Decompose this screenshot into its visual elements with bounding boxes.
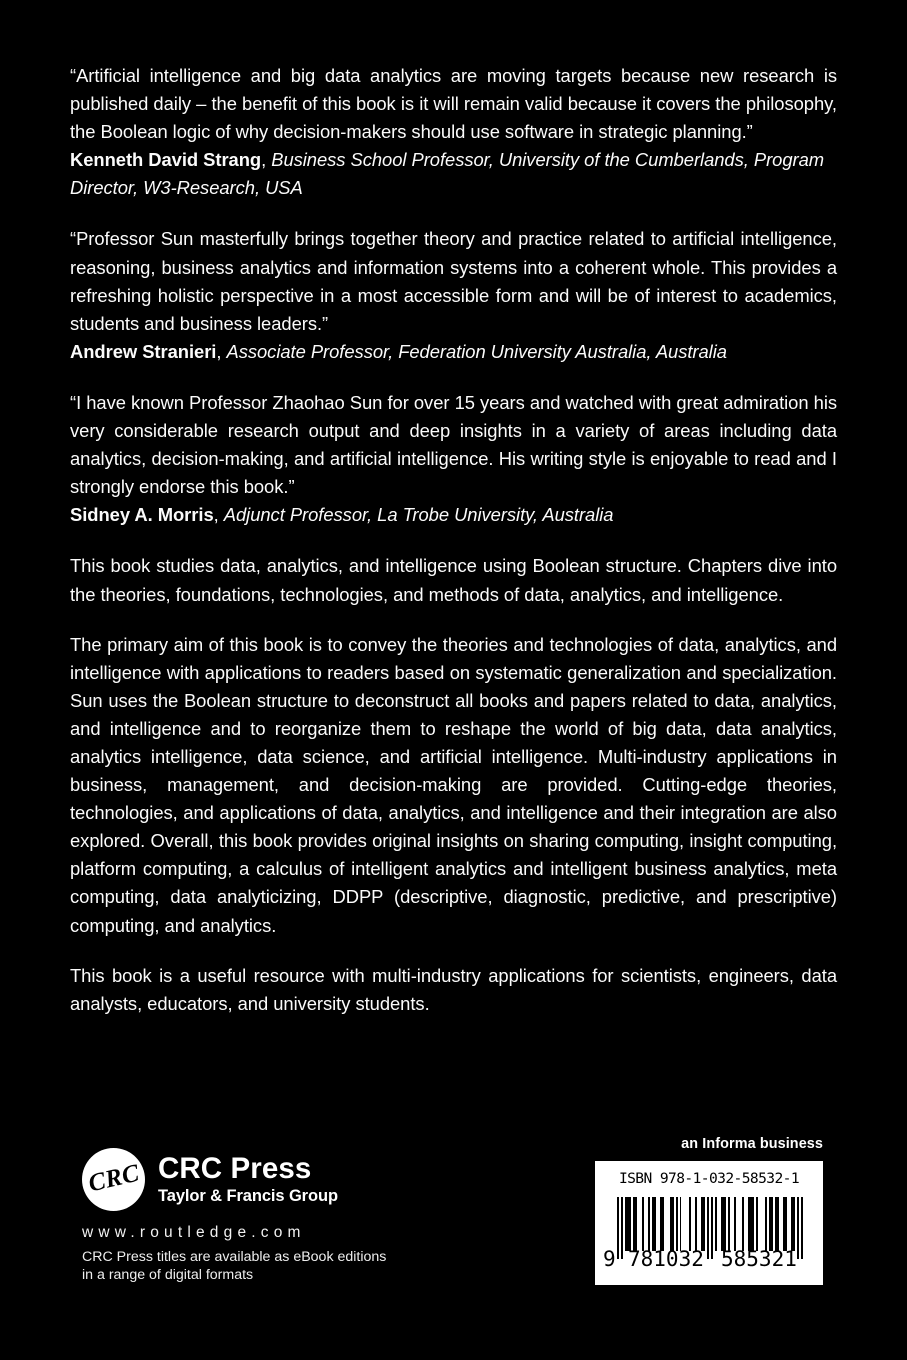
informa-business-label: an Informa business [681, 1136, 823, 1152]
blurb-attribution-1 [70, 146, 837, 202]
description-paragraph-2: The primary aim of this book is to convey the theories and technologies of data, analytics, and intelligence with applications to readers based on systematic generalization and specialization. Sun uses the Boolean structure to deconstruct all books and papers related to data, analytics, and intelligence and to reorganize them to reshape the world of big data, data analytics, analytics intelligence, data science, and artificial intelligence. Multi-industry applications in business, management, and decision-making are provided. Cutting-edge theories, technologies, and applications of data, analytics, and intelligence and their integration are also explored. Overall, this book provides original insights on sharing computing, insight computing, platform computing, a calculus of intelligent analytics and intelligent business analytics, meta computing, data analyticizing, DDPP (descriptive, diagnostic, predictive, and prescriptive) computing, and analytics. [70, 633, 837, 936]
blurb-separator-2: , [216, 340, 227, 362]
crc-press-logo [82, 1146, 386, 1212]
isbn-barcode [595, 1161, 823, 1285]
cover-text-column [70, 62, 837, 1018]
barcode-digit-lead: 9 [603, 1247, 616, 1271]
publisher-wordmark [158, 1153, 338, 1206]
blurb-quote-1 [70, 62, 837, 202]
blurb-person-1: Kenneth David Strang [70, 149, 262, 171]
blurb-role-3: Adjunct Professor, La Trobe University, Australia [223, 504, 614, 526]
blurb-quote-2 [70, 225, 837, 365]
blurb-person-3: Sidney A. Morris [70, 504, 214, 526]
barcode-digit-group-2: 585321 [721, 1247, 797, 1271]
blurb-quote-text-1: “Artificial intelligence and big data analytics are moving targets because new research is published daily – the benefit of this book is it will remain valid because it covers the philosophy, the Boolean logic of why decision-makers should use software in strategic planning.” [70, 65, 837, 143]
blurb-separator-3: , [213, 504, 224, 526]
ebook-note-line-2: in a range of digital formats [82, 1266, 254, 1283]
blurb-quote-text-3: “I have known Professor Zhaohao Sun for over 15 years and watched with great admiration his very considerable research output and deep insights in a variety of areas including data analytics, decision-making, and artificial intelligence. His writing style is enjoyable to read and I strongly endorse this book.” [70, 391, 837, 498]
description-paragraph-1: This book studies data, analytics, and intelligence using Boolean structure. Chapters dive into the theories, foundations, technologies, and methods of data, analytics, and intelligence. [70, 555, 837, 605]
ebook-availability-note [82, 1249, 386, 1284]
blurb-attribution-3 [70, 501, 837, 529]
description-paragraph-3: This book is a useful resource with multi-industry applications for scientists, engineers, data analysts, educators, and university students. [70, 964, 837, 1014]
blurb-quote-text-2: “Professor Sun masterfully brings together theory and practice related to artificial intelligence, reasoning, business analytics and information systems into a coherent whole. This provides a refreshing holistic perspective in a most accessible form and will be of interest to academics, students and business leaders.” [70, 228, 837, 334]
barcode-digit-group-1: 781032 [628, 1247, 704, 1271]
isbn-text: ISBN 978-1-032-58532-1 [618, 1170, 800, 1187]
cover-footer [0, 1128, 907, 1308]
publisher-name: CRC Press [158, 1151, 312, 1185]
publisher-website: www.routledge.com [82, 1224, 306, 1241]
blurb-role-1: Business School Professor, University of the Cumberlands, Program Director, W3-Research, USA [70, 149, 825, 199]
blurb-attribution-2 [70, 338, 837, 366]
blurb-role-2: Associate Professor, Federation University Australia, Australia [226, 340, 727, 362]
blurb-quote-3 [70, 389, 837, 529]
publisher-block [82, 1146, 386, 1284]
crc-roundel-icon [82, 1148, 145, 1211]
blurb-separator-1: , [261, 149, 272, 171]
crc-monogram-text: CRC [85, 1159, 142, 1198]
ebook-note-line-1: CRC Press titles are available as eBook editions [82, 1249, 387, 1265]
publisher-group: Taylor & Francis Group [158, 1186, 338, 1205]
blurb-person-2: Andrew Stranieri [70, 340, 217, 362]
